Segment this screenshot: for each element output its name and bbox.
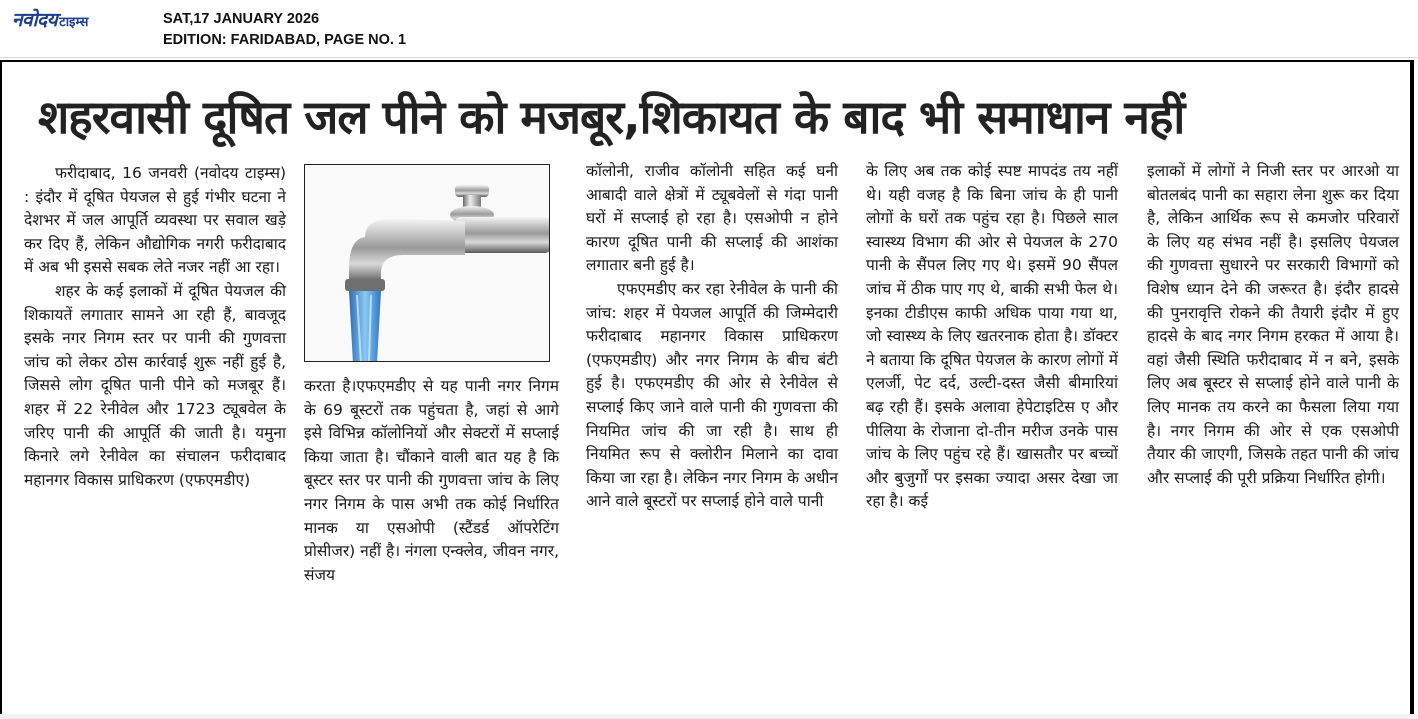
article-paragraph: फरीदाबाद, 16 जनवरी (नवोदय टाइम्स) : इंदौर में दूषित पेयजल से हुई गंभीर घटना ने देशभर में जल आपूर्ति व्यवस्था पर सवाल खड़े कर दिए हैं, लेकिन औद्योगिक नगरी फरीदाबाद में अब भी इससे सबक लेते नजर नहीं आ रहा। bbox=[24, 164, 286, 277]
article-paragraph: शहर के कई इलाकों में दूषित पेयजल की शिकायतें लगातार सामने आ रही हैं, बावजूद इसके नगर निगम स्तर पर पानी की गुणवत्ता जांच को लेकर ठोस कार्रवाई शुरू नहीं हुई है, जिससे लोग दूषित पानी पीने को मजबूर हैं। शहर में 22 रेनीवेल और 1723 ट्यूबवेल के जरिए पानी की आपूर्ति की जाती है। यमुना किनारे लगे रेनीवेल का संचालन फरीदाबाद महानगर विकास प्राधिकरण (एफएमडीए) bbox=[24, 281, 286, 489]
headline: शहरवासी दूषित जल पीने को मजबूर,शिकायत के बाद भी समाधान नहीं bbox=[38, 90, 1185, 144]
next-clipping-edge bbox=[0, 714, 1418, 719]
top-bar bbox=[0, 0, 1418, 58]
water-tap-icon bbox=[305, 165, 550, 362]
article-photo bbox=[304, 164, 550, 362]
article-paragraph: इलाकों में लोगों ने निजी स्तर पर आरओ या बोतलबंद पानी का सहारा लेना शुरू कर दिया है, लेकिन आर्थिक रूप से कमजोर परिवारों के लिए यह संभव नहीं है। इसलिए पेयजल की गुणवत्ता सुधारने पर सरकारी विभागों को विशेष ध्यान देने की जरूरत है। इंदौर हादसे की पुनरावृत्ति रोकने की तैयारी इंदौर में हुए हादसे के बाद नगर निगम हरकत में आया है। वहां जैसी स्थिति फरीदाबाद में न बने, इसके लिए अब बूस्टर से सप्लाई होने वाले पानी के लिए मानक तय करने का फैसला लिया गया है। नगर निगम की ओर से एक एसओपी तैयार की जाएगी, जिसके तहत पानी की जांच और सप्लाई की पूरी प्रक्रिया निर्धारित होगी। bbox=[1147, 162, 1399, 487]
article-paragraph: एफएमडीए कर रहा रेनीवेल के पानी की जांच: शहर में पेयजल आपूर्ति की जिम्मेदारी फरीदाबाद महानगर विकास प्राधिकरण (एफएमडीए) और नगर निगम के बीच बंटी हुई है। एफएमडीए की ओर से रेनीवेल से सप्लाई किए जाने वाले पानी की गुणवत्ता की नियमित जांच की जा रही है। साथ ही नियमित रूप से क्लोरीन मिलाने का दावा किया जा रहा है। लेकिन नगर निगम के अधीन आने वाले बूस्टरों पर सप्लाई होने वाले पानी bbox=[586, 279, 838, 511]
edition-info bbox=[163, 9, 406, 51]
news-clipping bbox=[0, 60, 1414, 719]
article-column-1 bbox=[24, 162, 286, 492]
article-paragraph: करता है।एफएमडीए से यह पानी नगर निगम के 69 बूस्टरों तक पहुंचता है, जहां से आगे इसे विभिन्न कॉलोनियों और सेक्टरों में सप्लाई किया जाता है। चौंकाने वाली बात यह है कि बूस्टर स्तर पर पानी की गुणवत्ता जांच के लिए नगर निगम के पास अभी तक कोई निर्धारित मानक या एसओपी (स्टैंडर्ड ऑपरेटिंग प्रोसीजर) नहीं है। नंगला एन्क्लेव, जीवन नगर, संजय bbox=[304, 377, 559, 584]
brand-logo-main: नवोदय bbox=[12, 9, 58, 31]
article-column-3 bbox=[586, 160, 838, 514]
article-column-2 bbox=[304, 375, 559, 587]
brand-logo-sub: टाइम्स bbox=[59, 15, 89, 30]
date-line: SAT,17 JANUARY 2026 bbox=[163, 11, 320, 27]
brand-logo[interactable] bbox=[12, 6, 88, 32]
article-paragraph: कॉलोनी, राजीव कॉलोनी सहित कई घनी आबादी वाले क्षेत्रों में ट्यूबवेलों से गंदा पानी घरों में सप्लाई हो रहा है। एसओपी न होने कारण दूषित पानी की सप्लाई की आशंका लगातार बनी हुई है। bbox=[586, 162, 838, 275]
article-paragraph: के लिए अब तक कोई स्पष्ट मापदंड तय नहीं थे। यही वजह है कि बिना जांच के ही पानी लोगों के घरों तक पहुंच रहा है। पिछले साल स्वास्थ्य विभाग की ओर से पेयजल के 270 पानी के सैंपल लिए गए थे। इसमें 90 सैंपल जांच में ठीक पाए गए थे, बाकी सभी फेल थे। इनका टीडीएस काफी अधिक पाया गया था, जो स्वास्थ्य के लिए खतरनाक होता है। डॉक्टर ने बताया कि दूषित पेयजल के कारण लोगों में एलर्जी, पेट दर्द, उल्टी-दस्त जैसी बीमारियां बढ़ रही हैं। इसके अलावा हेपेटाइटिस ए और पीलिया के रोजाना दो-तीन मरीज उनके पास जांच के लिए पहुंच रहे हैं। खासतौर पर बच्चों और बुजुर्गों पर इसका ज्यादा असर देखा जा रहा है। कई bbox=[866, 162, 1118, 511]
article-column-4 bbox=[866, 160, 1118, 514]
edition-line: EDITION: FARIDABAD, PAGE NO. 1 bbox=[163, 32, 407, 48]
article-column-5 bbox=[1147, 160, 1399, 490]
